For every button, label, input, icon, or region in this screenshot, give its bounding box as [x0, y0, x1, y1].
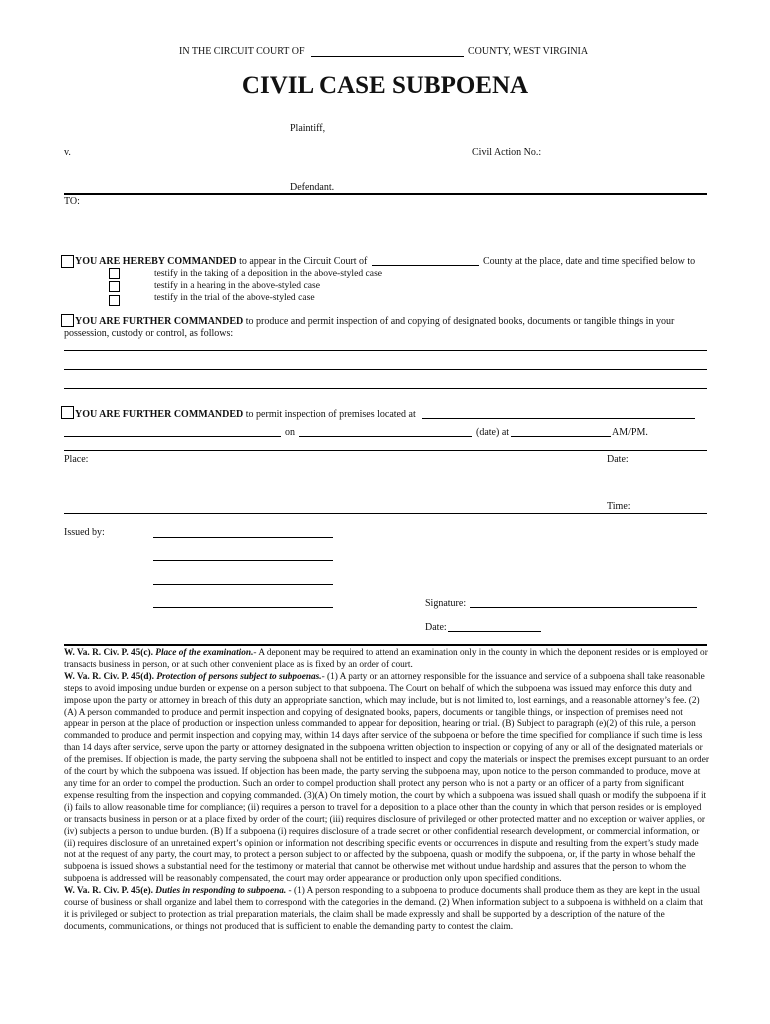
hereby-commanded-tail: County at the place, date and time specified below to: [483, 256, 696, 267]
rule-45e: W. Va. R. Civ. P. 45(e). Duties in responding to subpoena. - (1) A person responding to a subpoena to produce documents shall produce them as they are kept in the usual course of business or shall organize and label them to correspond with the categories in the demand. (2) When information subject to a subpoena is withheld on a claim that it is privileged or subject to protection as trial preparation materials, the claim shall be made expressly and shall be supported by a description of the nature of the documents, communications, or things not produced that is sufficient to enable the demanding party to contest the claim.: [64, 886, 703, 932]
hearing-checkbox[interactable]: [109, 281, 120, 292]
signature-label: Signature:: [425, 598, 467, 609]
inspection-time-field[interactable]: [511, 436, 611, 437]
signature-date-field[interactable]: [448, 631, 541, 632]
issued-by-line-1[interactable]: [153, 537, 333, 538]
produce-documents-checkbox[interactable]: [61, 314, 74, 327]
civil-action-label: Civil Action No.:: [472, 147, 542, 158]
divider: [64, 644, 707, 646]
premises-location-field[interactable]: [422, 418, 695, 419]
produce-documents-line2: possession, custody or control, as follows:: [64, 328, 234, 339]
hereby-commanded-checkbox[interactable]: [61, 255, 74, 268]
defendant-label: Defendant.: [290, 182, 335, 193]
court-prefix: IN THE CIRCUIT COURT OF: [179, 46, 305, 57]
divider: [64, 193, 707, 195]
deposition-checkbox[interactable]: [109, 268, 120, 279]
time-label: Time:: [607, 501, 631, 512]
rules-text: [64, 648, 709, 934]
date-label: Date:: [607, 454, 629, 465]
issued-by-line-3[interactable]: [153, 584, 333, 585]
place-label: Place:: [64, 454, 89, 465]
documents-line-2[interactable]: [64, 369, 707, 370]
plaintiff-label: Plaintiff,: [290, 123, 326, 134]
on-label: on: [285, 427, 295, 438]
circuit-court-county-field[interactable]: [372, 265, 479, 266]
inspect-premises-checkbox[interactable]: [61, 406, 74, 419]
documents-line-3[interactable]: [64, 388, 707, 389]
inspect-premises-line: YOU ARE FURTHER COMMANDED to permit inspection of premises located at: [75, 409, 416, 420]
rule-45c: W. Va. R. Civ. P. 45(c). Place of the examination.- A deponent may be required to attend an examination only in the county in which the deponent resides or is employed or transacts business in person, or at such other convenient place as is fixed by an order of court.: [64, 648, 708, 670]
issued-by-line-2[interactable]: [153, 560, 333, 561]
premises-location-field-2[interactable]: [64, 436, 281, 437]
hearing-option: testify in a hearing in the above-styled case: [154, 280, 320, 291]
document-title: CIVIL CASE SUBPOENA: [241, 72, 529, 99]
divider: [64, 450, 707, 451]
documents-line-1[interactable]: [64, 350, 707, 351]
inspection-date-field[interactable]: [299, 436, 472, 437]
produce-documents-line: YOU ARE FURTHER COMMANDED to produce and permit inspection of and copying of designated books, documents or tangible things in your: [75, 316, 675, 327]
court-suffix: COUNTY, WEST VIRGINIA: [468, 46, 589, 57]
signature-field[interactable]: [470, 607, 697, 608]
issued-by-label: Issued by:: [64, 527, 105, 538]
versus-label: v.: [64, 147, 71, 158]
to-label: TO:: [64, 196, 80, 207]
ampm-label: AM/PM.: [612, 427, 648, 438]
rule-45d: W. Va. R. Civ. P. 45(d). Protection of persons subject to subpoenas.- (1) A party or an attorney responsible for the issuance and service of a subpoena shall take reasonable steps to avoid imposing undue burden or expense on a person subject to that subpoena. The Court on behalf of which the subpoena was issued may enforce this duty and impose upon the party or attorney in breach of this duty an appropriate sanction, which may include, but is not limited to, lost earnings, and a reasonable attorney’s fee. (2)(A) A person commanded to produce and permit inspection and copying of designated books, papers, documents or tangible things, or inspection of premises need not appear in person at the place of production or inspection unless commanded to appear for deposition, hearing or trial. (B) Subject to paragraph (e)(2) of this rule, a person commanded to produce and permit inspection and copying may, within 14 days after service of the subpoena or before the time specified for compliance if such time is less than 14 days after service, serve upon the party or attorney designated in the subpoena written objection to inspection or copying of any or all of the designated materials or of the premises. If objection is made, the party serving the subpoena shall not be entitled to inspect and copy the materials or inspect the premises except pursuant to an order of the court by which the subpoena was issued. If objection has been made, the party serving the subpoena may, upon notice to the person commanded to produce, move at any time for an order to compel the production. Such an order to compel production shall protect any person who is not a party or an officer of a party from significant expense resulting from the inspection and copying commanded. (3)(A) On timely motion, the court by which a subpoena was issued shall quash or modify the subpoena if it (i) fails to allow reasonable time for compliance; (ii) requires a person to travel for a deposition to a place other than the county in which that person resides or is employed or transacts business in person or at a place fixed by order of the court; (iii) requires disclosure of privileged or other protected matter and no exception or waiver applies, or (iv) subjects a person to undue burden. (B) If a subpoena (i) requires disclosure of a trade secret or other confidential research development, or commercial information, or (ii) requires disclosure of an unretained expert’s opinion or information not describing specific events or occurrences in dispute and resulting from the expert’s study made not at the request of any party, the court may, to protect a person subject to or affected by the subpoena, quash or modify the subpoena, or, if the party in whose behalf the subpoena is issued shows a substantial need for the testimony or material that cannot be otherwise met without undue hardship and assures that the person to whom the subpoena is addressed will be reasonably compensated, the court may order appearance or production only upon specified conditions.: [64, 671, 709, 885]
deposition-option: testify in the taking of a deposition in the above-styled case: [154, 268, 383, 279]
divider: [64, 513, 707, 514]
trial-checkbox[interactable]: [109, 295, 120, 306]
date-at-label: (date) at: [476, 427, 510, 438]
trial-option: testify in the trial of the above-styled case: [154, 292, 315, 303]
county-field[interactable]: [311, 56, 464, 57]
date2-label: Date:: [425, 622, 447, 633]
hereby-commanded-line: YOU ARE HEREBY COMMANDED to appear in the Circuit Court of: [75, 256, 368, 267]
issued-by-line-4[interactable]: [153, 607, 333, 608]
